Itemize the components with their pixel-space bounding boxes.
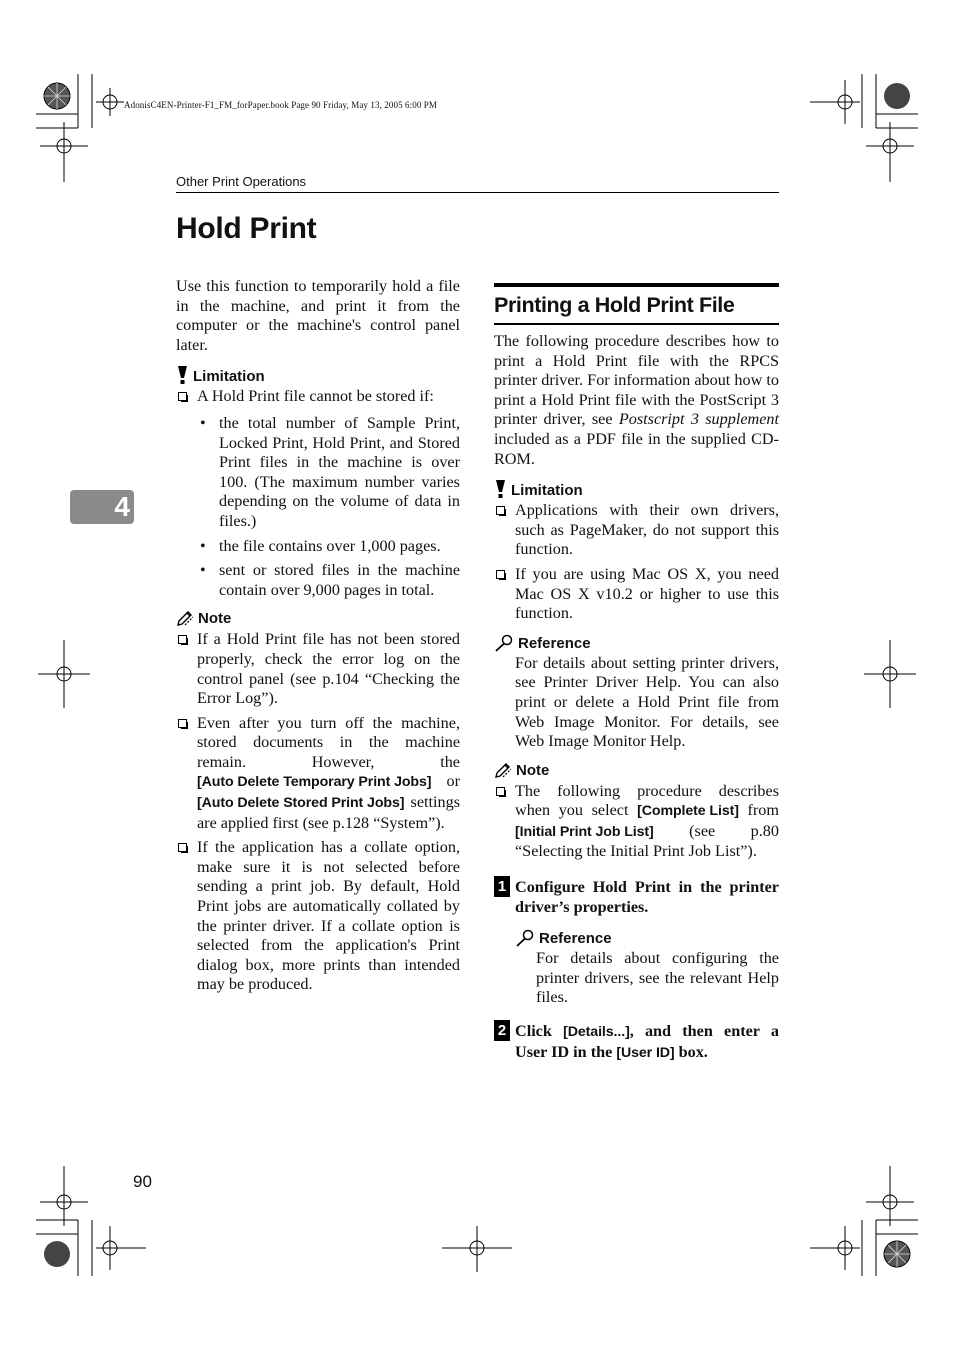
page-number: 90 [133, 1172, 152, 1191]
section-intro: The following procedure describes how to print a Hold Print file with the RPCS printer driver. For information about how to print a Hold Print file with the PostScript 3 printer driver, see Postscript 3 supplement included as a PDF file in the supplied CD-ROM. [494, 332, 779, 468]
ui-key-label: [Details...] [563, 1024, 630, 1041]
left-column [176, 277, 460, 995]
checkbox-bullet-icon [496, 506, 505, 515]
pencil-icon [176, 611, 194, 627]
checkbox-bullet-icon [178, 392, 187, 401]
ui-key-label: [Auto Delete Temporary Print Jobs] [197, 774, 432, 791]
ui-key-label: [Auto Delete Stored Print Jobs] [197, 795, 405, 812]
chapter-number: 4 [114, 491, 130, 522]
section-heading: Printing a Hold Print File [494, 283, 779, 325]
reference-heading: Reference [494, 634, 779, 652]
file-info: AdonisC4EN-Printer-F1_FM_forPaper.book Page 90 Friday, May 13, 2005 6:00 PM [124, 100, 437, 110]
checkbox-bullet-icon [178, 719, 187, 728]
ui-key-label: [User ID] [616, 1044, 675, 1061]
list-item: • the total number of Sample Print, Locked Print, Hold Print, and Stored Print files in the machine is over 100. (The maximum number varies depending on the volume of data in files.) [197, 414, 460, 532]
limitation-heading: Limitation [494, 479, 779, 499]
note-item: Even after you turn off the machine, stored documents in the machine remain. However, the [Auto Delete Temporary Print Jobs] or [Auto Delete Stored Print Jobs] settings are applied first (see p.128 “System”). [176, 714, 460, 834]
header-rule [176, 192, 779, 193]
step-reference-heading: Reference [494, 929, 779, 947]
checkbox-bullet-icon [496, 787, 505, 796]
intro-paragraph: Use this function to temporarily hold a file in the machine, and print it from the computer or the machine's control panel later. [176, 277, 460, 354]
note-heading: Note [176, 610, 460, 627]
checkbox-bullet-icon [178, 843, 187, 852]
limitation-bullets [176, 414, 460, 600]
magnifier-icon [494, 634, 514, 652]
note-item: The following procedure describes when you select [Complete List] from [Initial Print Job List] (see p.80 “Selecting the Initial Print Job List”). [494, 782, 779, 862]
step-reference-text: For details about configuring the printer drivers, see the relevant Help files. [536, 949, 779, 1007]
limitation-heading: Limitation [176, 365, 460, 385]
ui-key-label: [Initial Print Job List] [515, 823, 654, 840]
note-heading: Note [494, 762, 779, 779]
checkbox-bullet-icon [178, 635, 187, 644]
list-item: • sent or stored files in the machine contain over 9,000 pages in total. [197, 561, 460, 600]
checkbox-bullet-icon [496, 570, 505, 579]
ui-key-label: [Complete List] [637, 803, 739, 820]
limitation-item: A Hold Print file cannot be stored if: [176, 387, 460, 407]
magnifier-icon [515, 929, 535, 947]
step-1: 1 Configure Hold Print in the printer driver’s properties. [494, 878, 779, 917]
step-number-badge: 1 [494, 876, 510, 897]
pencil-icon [494, 763, 512, 779]
right-column [494, 283, 779, 1063]
limitation-item: Applications with their own drivers, such as PageMaker, do not support this function. [494, 501, 779, 560]
limitation-item: If you are using Mac OS X, you need Mac OS X v10.2 or higher to use this function. [494, 565, 779, 624]
list-item: • the file contains over 1,000 pages. [197, 537, 460, 557]
running-head: Other Print Operations [176, 174, 307, 189]
reference-text: For details about setting printer drivers, see Printer Driver Help. You can also print or delete a Hold Print file from Web Image Monitor. For details, see Web Image Monitor Help. [515, 653, 779, 751]
exclamation-icon [176, 365, 189, 385]
note-item: If a Hold Print file has not been stored properly, check the error log on the control panel (see p.104 “Checking the Error Log”). [176, 630, 460, 708]
page-title: Hold Print [176, 212, 317, 245]
step-number-badge: 2 [494, 1020, 510, 1041]
exclamation-icon [494, 479, 507, 499]
step-2: 2 Click [Details...], and then enter a User ID in the [User ID] box. [494, 1022, 779, 1063]
note-item: If the application has a collate option, make sure it is not selected before sending a print job. By default, Hold Print jobs are automatically collated by the printer driver. If a collate option is selected from the application's Print dialog box, more prints than intended may be produced. [176, 838, 460, 995]
